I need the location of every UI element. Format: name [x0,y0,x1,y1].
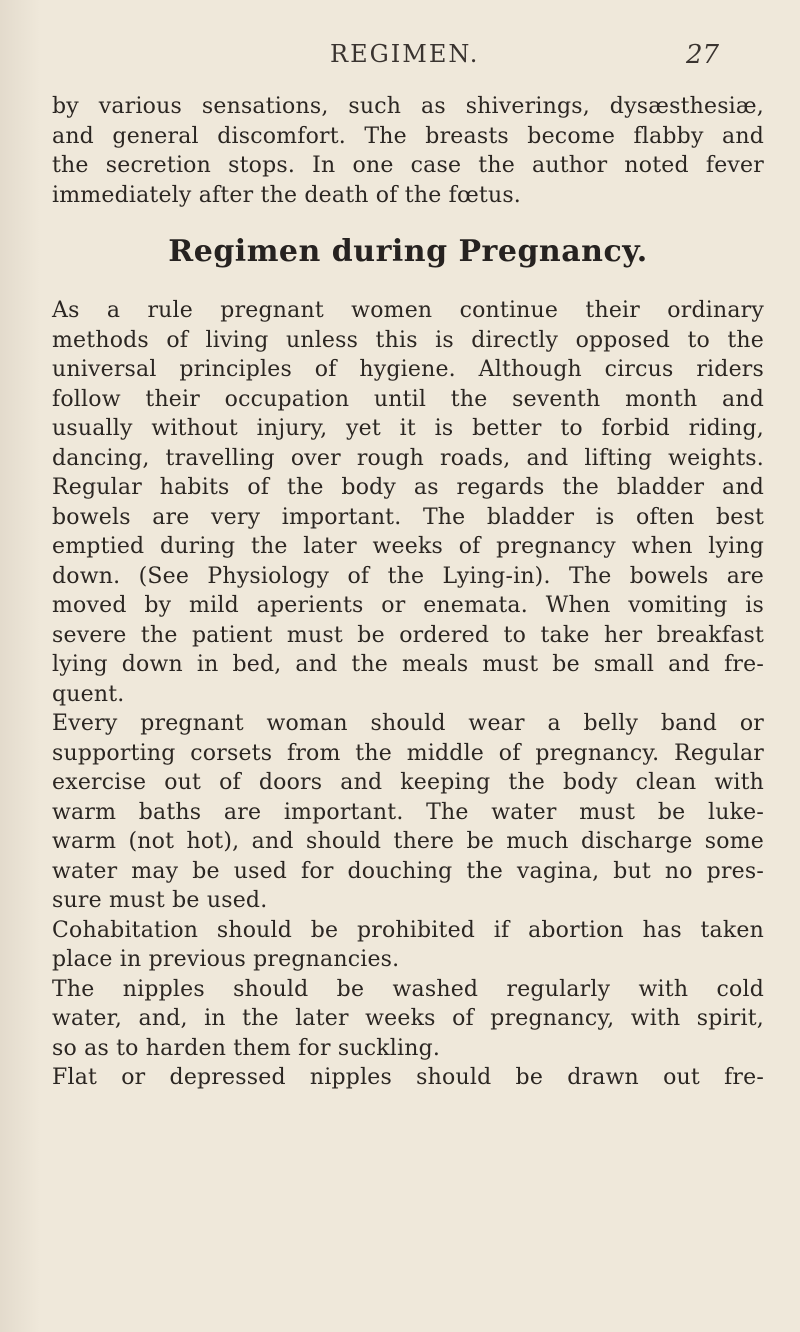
text-line: sure must be used. [52,888,268,913]
text-line: the secretion stops. In one case the author noted fever [52,153,764,178]
text-line: methods of living unless this is directly opposed to the [52,327,764,353]
page-number: 27 [686,40,720,70]
text-line: water, and, in the later weeks of pregnancy, with spirit, [52,1006,764,1031]
text-line: moved by mild aperients or enemata. When vomiting is [52,593,764,618]
text-line: emptied during the later weeks of pregnancy when lying [52,534,764,559]
text-line: water may be used for douching the vagina, but no pres- [52,858,764,884]
text-line: Cohabitation should be prohibited if abortion has taken [52,917,764,943]
body-text [52,92,764,1093]
text-line: The nipples should be washed regularly with cold [52,976,764,1002]
text-line: bowels are very important. The bladder is often best [52,504,764,530]
text-line: Regular habits of the body as regards the bladder and [52,475,764,500]
text-line: immediately after the death of the fœtus. [52,182,521,208]
text-line: by various sensations, such as shiverings, dysæsthesiæ, [52,94,764,119]
text-line: dancing, travelling over rough roads, and lifting weights. [52,445,764,471]
text-line: usually without injury, yet it is better to forbid riding, [52,416,764,441]
text-line: lying down in bed, and the meals must be small and fre- [52,652,764,677]
text-line: warm baths are important. The water must be luke- [52,799,764,825]
running-title: REGIMEN. [330,40,480,68]
text-line: so as to harden them for suckling. [52,1035,441,1061]
text-line: and general discomfort. The breasts become flabby and [52,123,764,149]
section-heading: Regimen during Pregnancy. [168,234,648,269]
text-line: Every pregnant woman should wear a belly band or [52,711,764,736]
text-line: place in previous pregnancies. [52,947,400,972]
text-line: down. (See Physiology of the Lying-in). The bowels are [52,563,764,589]
text-line: exercise out of doors and keeping the body clean with [52,770,764,795]
text-line: supporting corsets from the middle of pregnancy. Regular [52,740,764,766]
running-head [0,40,800,80]
text-line: universal principles of hygiene. Although circus riders [52,357,764,382]
text-line: quent. [52,681,125,707]
text-line: warm (not hot), and should there be much discharge some [52,829,764,854]
text-line: As a rule pregnant women continue their ordinary [52,298,764,323]
text-line: severe the patient must be ordered to take her breakfast [52,622,764,648]
text-line: Flat or depressed nipples should be drawn out fre- [52,1065,764,1090]
text-line: follow their occupation until the seventh month and [52,386,764,412]
